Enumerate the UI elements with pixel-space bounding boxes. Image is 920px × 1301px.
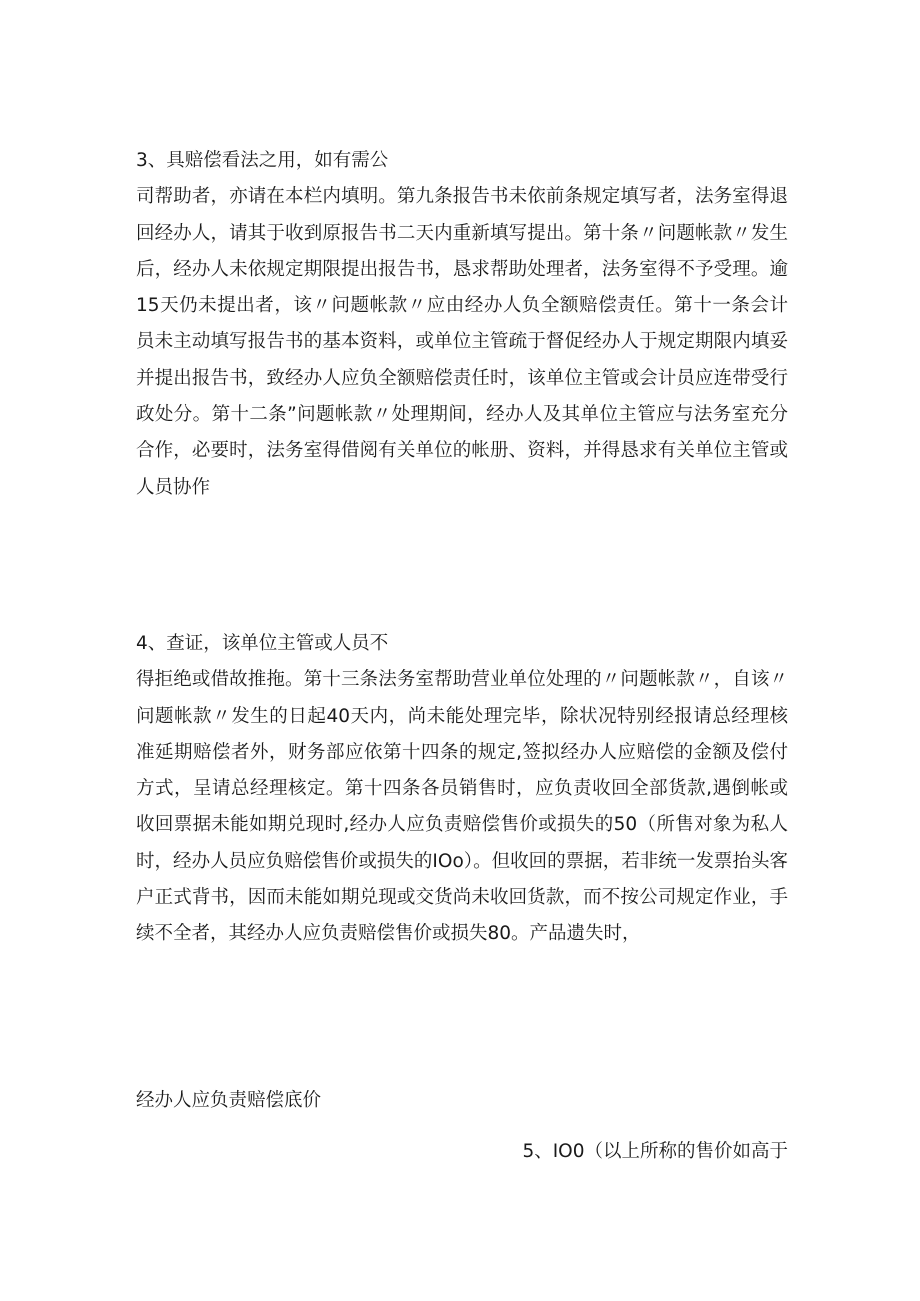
paragraph-lead: 4、查证，该单位主管或人员不 — [136, 633, 389, 654]
paragraph-body: 经办人应负责赔偿底价 — [136, 1090, 322, 1111]
paragraph-lead: 5、IO0（以上所称的售价如高于 — [522, 1141, 788, 1162]
paragraph-fragment — [136, 1086, 788, 1116]
paragraph-lead: 3、具赔偿看法之用，如有需公 — [136, 150, 389, 171]
paragraph-item-5 — [136, 1137, 788, 1167]
paragraph-body: 得拒绝或借故推拖。第十三条法务室帮助营业单位处理的〃问题帐款〃，自该〃问题帐款〃发生的日起40天内，尚未能处理完毕，除状况特别经报请总经理核准延期赔偿者外，财务部应依第十四条的规定,签拟经办人应赔偿的金额及偿付方式，呈请总经理核定。第十四条各员销售时，应负责收回全部货款,遇倒帐或收回票据未能如期兑现时,经办人应负责赔偿售价或损失的50（所售对象为私人时，经办人员应负赔偿售价或损失的IOo）。但收回的票据，若非统一发票抬头客户正式背书，因而未能如期兑现或交货尚未收回货款，而不按公司规定作业，手续不全者，其经办人应负责赔偿售价或损失80。产品遗失时， — [136, 669, 788, 945]
paragraph-article-13-14 — [136, 626, 788, 953]
paragraph-article-9-12 — [136, 143, 788, 506]
paragraph-body: 司帮助者，亦请在本栏内填明。第九条报告书未依前条规定填写者，法务室得退回经办人，请其于收到原报告书二天内重新填写提出。第十条〃问题帐款〃发生后，经办人未依规定期限提出报告书，恳求帮助处理者，法务室得不予受理。逾15天仍未提出者，该〃问题帐款〃应由经办人负全额赔偿责任。第十一条会计员未主动填写报告书的基本资料，或单位主管疏于督促经办人于规定期限内填妥并提出报告书，致经办人应负全额赔偿责任时，该单位主管或会计员应连带受行政处分。第十二条”问题帐款〃处理期间，经办人及其单位主管应与法务室充分合作，必要时，法务室得借阅有关单位的帐册、资料，并得恳求有关单位主管或人员协作 — [136, 186, 788, 498]
